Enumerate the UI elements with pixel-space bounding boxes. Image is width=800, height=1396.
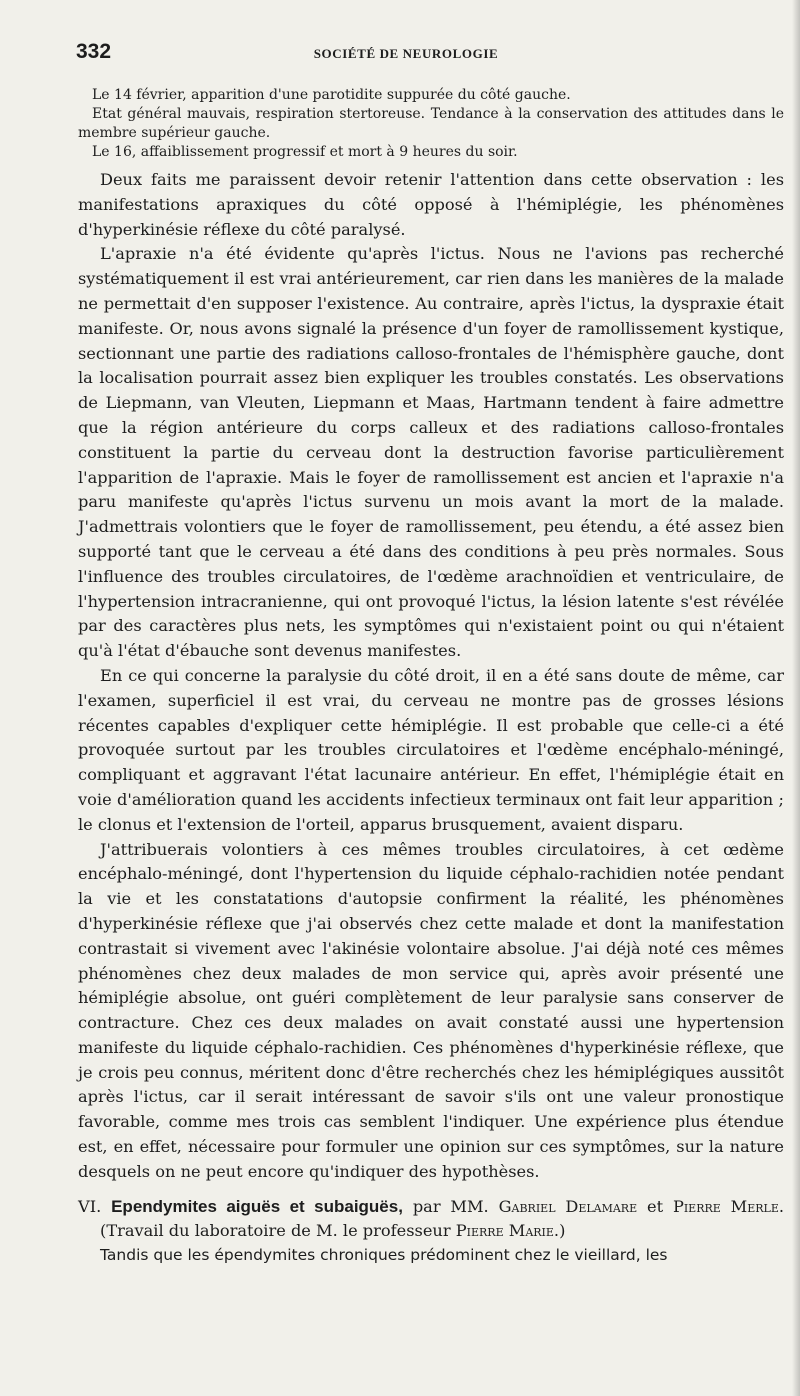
paragraph: L'apraxie n'a été évidente qu'après l'ictus. Nous ne l'avions pas recherché systématiquement il est vrai antérieurement, car rien dans les manières de la malade ne permettait d'en supposer l'existence. Au contraire, après l'ictus, la dyspraxie était manifeste. Or, nous avons signalé la présence d'un foyer de ramollissement kystique, sectionnant une partie des radiations calloso-frontales de l'hémisphère gauche, dont la localisation pourrait assez bien expliquer les troubles constatés. Les observations de Liepmann, van Vleuten, Liepmann et Maas, Hartmann tendent à faire admettre que la région antérieure du corps calleux et des radiations calloso-frontales constituent la partie du cerveau dont la destruction favorise particulièrement l'apparition de l'apraxie. Mais le foyer de ramollissement est ancien et l'apraxie n'a paru manifeste qu'après l'ictus survenu un mois avant la mort de la malade. J'admettrais volontiers que le foyer de ramollissement, peu étendu, a été assez bien supporté tant que le cerveau a été dans des conditions à peu près normales. Sous l'influence des troubles circulatoires, de l'œdème arachnoïdien et ventriculaire, de l'hypertension intracranienne, qui ont provoqué l'ictus, la lésion latente s'est révélée par des caractères plus nets, les symptômes qui n'existaient point ou qui n'étaient qu'à l'état d'ébauche sont devenus manifestes. — [78, 244, 784, 661]
author-name: Pierre Merle — [672, 1196, 779, 1216]
paragraph: En ce qui concerne la paralysie du côté droit, il en a été sans doute de même, car l'examen, superficiel il est vrai, du cerveau ne montre pas de grosses lésions récentes capables d'expliquer cette hémiplégie. Il est probable que celle-ci a été provoquée surtout par les troubles circulatoires et l'œdème encéphalo-méningé, compliquant et aggravant l'état lacunaire antérieur. En effet, l'hémiplégie était en voie d'amélioration quand les accidents infectieux terminaux ont fait leur apparition ; le clonus et l'extension de l'orteil, apparus brusquement, avaient disparu. — [78, 665, 784, 834]
discussion — [78, 168, 784, 1185]
page-edge-shadow — [792, 0, 800, 1396]
paragraph: J'attribuerais volontiers à ces mêmes troubles circulatoires, à cet œdème encéphalo-méningé, dont l'hypertension du liquide céphalo-rachidien notée pendant la vie et les constatations d'autopsie confirment la réalité, les phénomènes d'hyperkinésie réflexe que j'ai observés chez cette malade et dont la manifestation contrastait si vivement avec l'akinésie volontaire absolue. J'ai déjà noté ces mêmes phénomènes chez deux malades de mon service qui, après avoir présenté une hémiplégie absolue, ont guéri complètement de leur paralysie sans conserver de contracture. Chez ces deux malades on avait constaté aussi une hypertension manifeste du liquide céphalo-rachidien. Ces phénomènes d'hyperkinésie réflexe, que je crois peu connus, méritent donc d'être recherchés chez les hémiplégiques aussitôt après l'ictus, car il serait intéressant de savoir s'ils ont une valeur pronostique favorable, comme mes trois cas semblent l'indiquer. Une expérience plus étendue est, en effet, nécessaire pour formuler une opinion sur ces symptômes, sur la nature desquels on ne peut encore qu'indiquer des hypothèses. — [78, 839, 784, 1181]
byline-prefix: par MM. — [412, 1196, 489, 1216]
author-name: Gabriel Delamare — [498, 1196, 638, 1216]
section-heading — [78, 1195, 784, 1243]
professor-name: Pierre Marie — [455, 1220, 554, 1240]
page-header — [76, 40, 776, 70]
affiliation-prefix: . (Travail du laboratoire de M. le professeur — [100, 1196, 785, 1240]
section-number: VI. — [78, 1196, 102, 1216]
case-note: Le 16, affaiblissement progressif et mort à 9 heures du soir. — [92, 144, 518, 160]
case-note: Etat général mauvais, respiration stertoreuse. Tendance à la conservation des attitudes dans le membre supérieur gauche. — [78, 106, 784, 141]
running-title: SOCIÉTÉ DE NEUROLOGIE — [313, 46, 499, 61]
paragraph: Deux faits me paraissent devoir retenir l'attention dans cette observation : les manifestations apraxiques du côté opposé à l'hémiplégie, les phénomènes d'hyperkinésie réflexe du côté paralysé. — [78, 170, 784, 239]
page-number: 332 — [76, 40, 112, 63]
affiliation-suffix: .) — [553, 1220, 566, 1240]
conjunction: et — [646, 1196, 664, 1216]
case-notes — [78, 86, 784, 162]
section-title: Ependymites aiguës et subaiguës, — [111, 1196, 403, 1216]
section-vi — [78, 1195, 784, 1267]
case-note: Le 14 février, apparition d'une parotidite suppurée du côté gauche. — [92, 87, 571, 103]
page-body — [78, 86, 784, 1267]
section-lead-text: Tandis que les épendymites chroniques prédominent chez le vieillard, les — [100, 1245, 668, 1264]
